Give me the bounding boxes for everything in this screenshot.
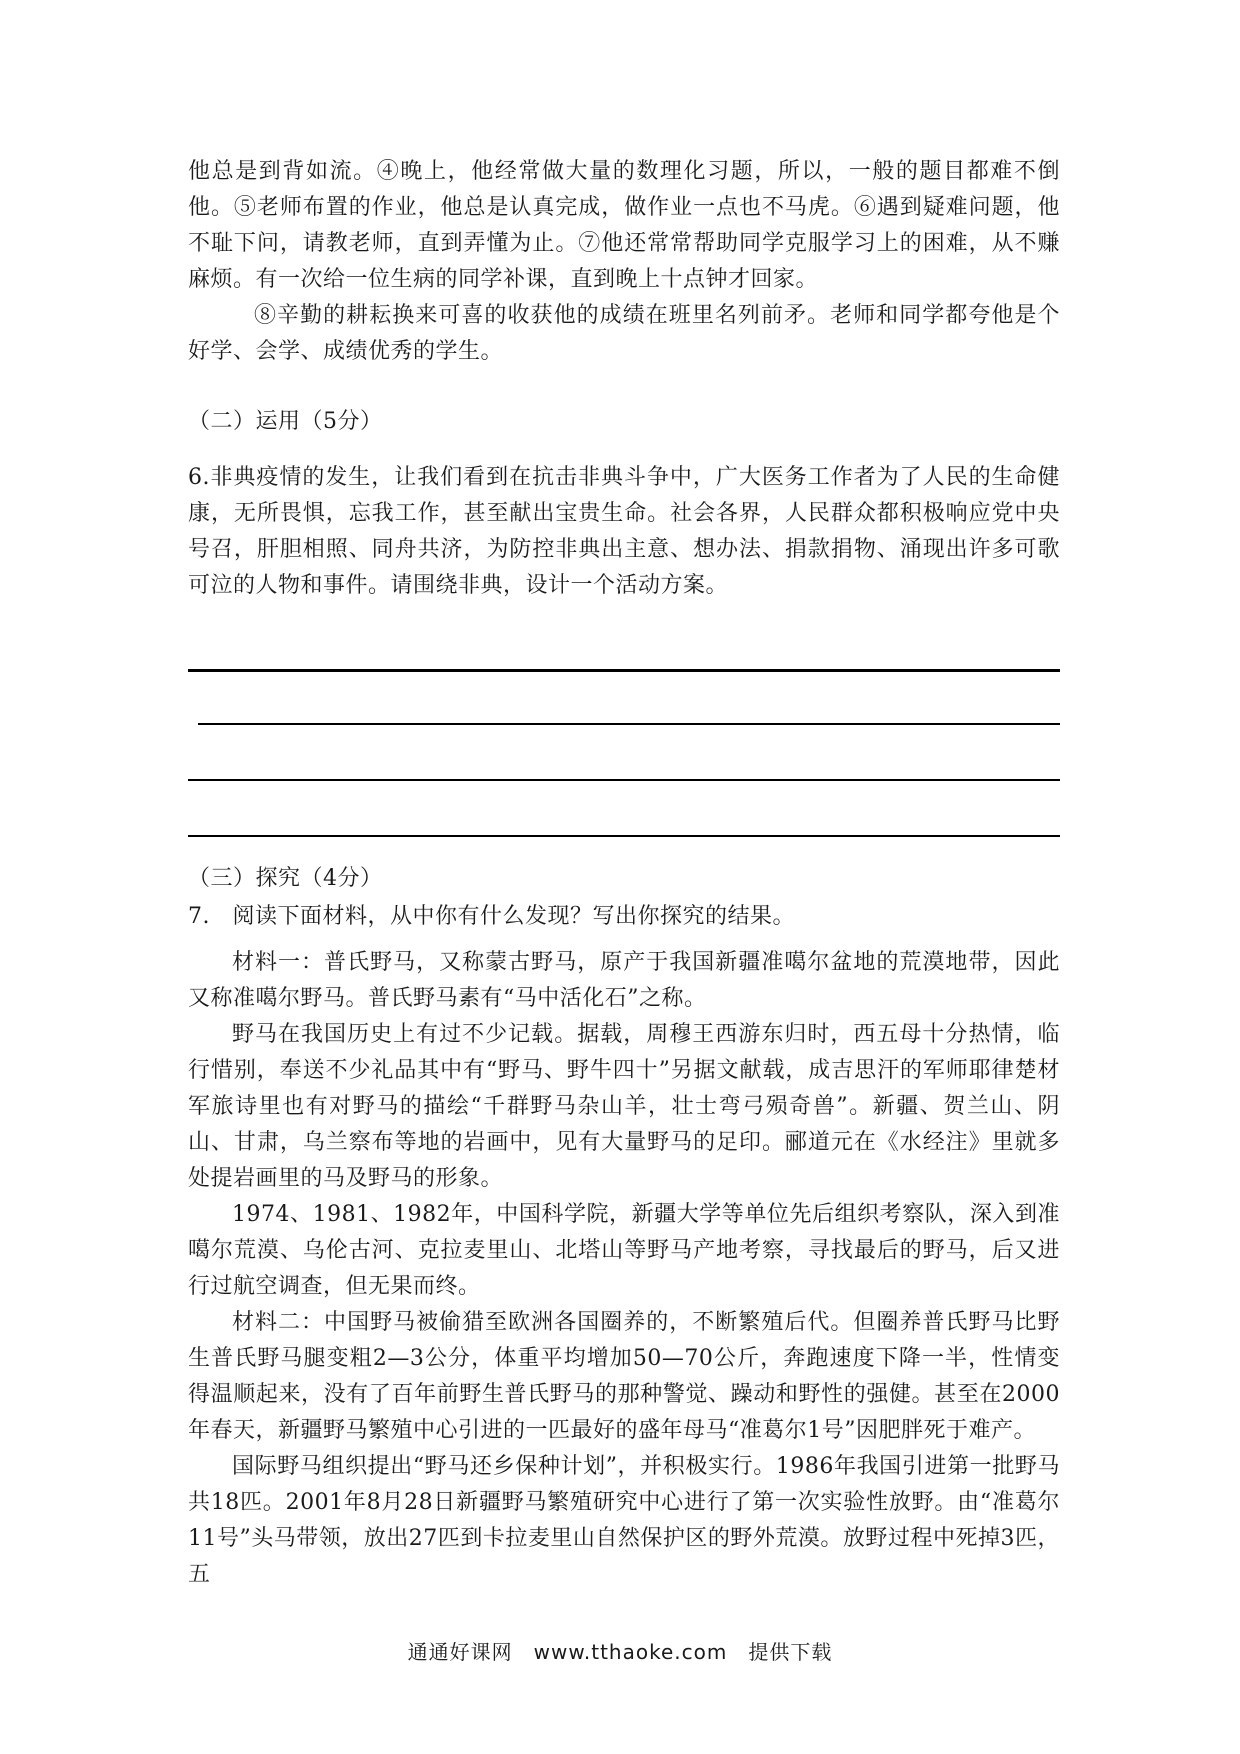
passage-paragraph-2: ⑧辛勤的耕耘换来可喜的收获他的成绩在班里名列前矛。老师和同学都夸他是个好学、会学、成绩优秀的学生。 [188, 303, 1060, 364]
material-paragraph: 野马在我国历史上有过不少记载。据载，周穆王西游东归时，西五母十分热情，临行惜别，奉送不少礼品其中有“野马、野牛四十”另据文献载，成吉思汗的军师耶律楚材军旅诗里也有对野马的描绘“千群野马杂山羊，壮士弯弓殒奇兽”。新疆、贺兰山、阴山、甘肃，乌兰察布等地的岩画中，见有大量野马的足印。郦道元在《水经注》里就多处提岩画里的马及野马的形象。 [188, 1022, 1060, 1191]
section3-heading: （三）探究（4分） [188, 866, 383, 891]
passage-paragraph-1: 他总是到背如流。④晚上，他经常做大量的数理化习题，所以，一般的题目都难不倒他。⑤老师布置的作业，他总是认真完成，做作业一点也不马虎。⑥遇到疑难问题，他不耻下问，请教老师，直到弄懂为止。⑦他还常常帮助同学克服学习上的困难，从不赚麻烦。有一次给一位生病的同学补课，直到晚上十点钟才回家。 [188, 159, 1060, 292]
page-footer: 通通好课网 www.tthaoke.com 提供下载 [407, 1640, 833, 1664]
material-paragraph: 1974、1981、1982年，中国科学院，新疆大学等单位先后组织考察队，深入到准噶尔荒漠、乌伦古河、克拉麦里山、北塔山等野马产地考察，寻找最后的野马，后又进行过航空调查，但无果而终。 [188, 1202, 1060, 1299]
question-6-text: 6.非典疫情的发生，让我们看到在抗击非典斗争中，广大医务工作者为了人民的生命健康，无所畏惧，忘我工作，甚至献出宝贵生命。社会各界，人民群众都积极响应党中央号召，肝胆相照、同舟共济，为防控非典出主意、想办法、捐款捐物、涌现出许多可歌可泣的人物和事件。请围绕非典，设计一个活动方案。 [188, 465, 1060, 598]
answer-line[interactable] [188, 779, 1060, 781]
answer-line[interactable] [188, 669, 1060, 672]
material-paragraph: 材料二：中国野马被偷猎至欧洲各国圈养的，不断繁殖后代。但圈养普氏野马比野生普氏野马腿变粗2—3公分，体重平均增加50—70公斤，奔跑速度下降一半，性情变得温顺起来，没有了百年前野生普氏野马的那种警觉、躁动和野性的强健。甚至在2000年春天，新疆野马繁殖中心引进的一匹最好的盛年母马“准葛尔1号”因肥胖死于难产。 [188, 1310, 1060, 1443]
question-7-text: 7. 阅读下面材料，从中你有什么发现？写出你探究的结果。 [188, 904, 795, 929]
answer-line[interactable] [188, 835, 1060, 837]
answer-line[interactable] [198, 723, 1060, 725]
material-paragraph: 材料一：普氏野马，又称蒙古野马，原产于我国新疆准噶尔盆地的荒漠地带，因此又称准噶尔野马。普氏野马素有“马中活化石”之称。 [188, 950, 1060, 1011]
material-paragraph: 国际野马组织提出“野马还乡保种计划”，并积极实行。1986年我国引进第一批野马共18匹。2001年8月28日新疆野马繁殖研究中心进行了第一次实验性放野。由“准葛尔11号”头马带领，放出27匹到卡拉麦里山自然保护区的野外荒漠。放野过程中死掉3匹，五 [188, 1454, 1060, 1587]
section2-heading: （二）运用（5分） [188, 409, 383, 434]
